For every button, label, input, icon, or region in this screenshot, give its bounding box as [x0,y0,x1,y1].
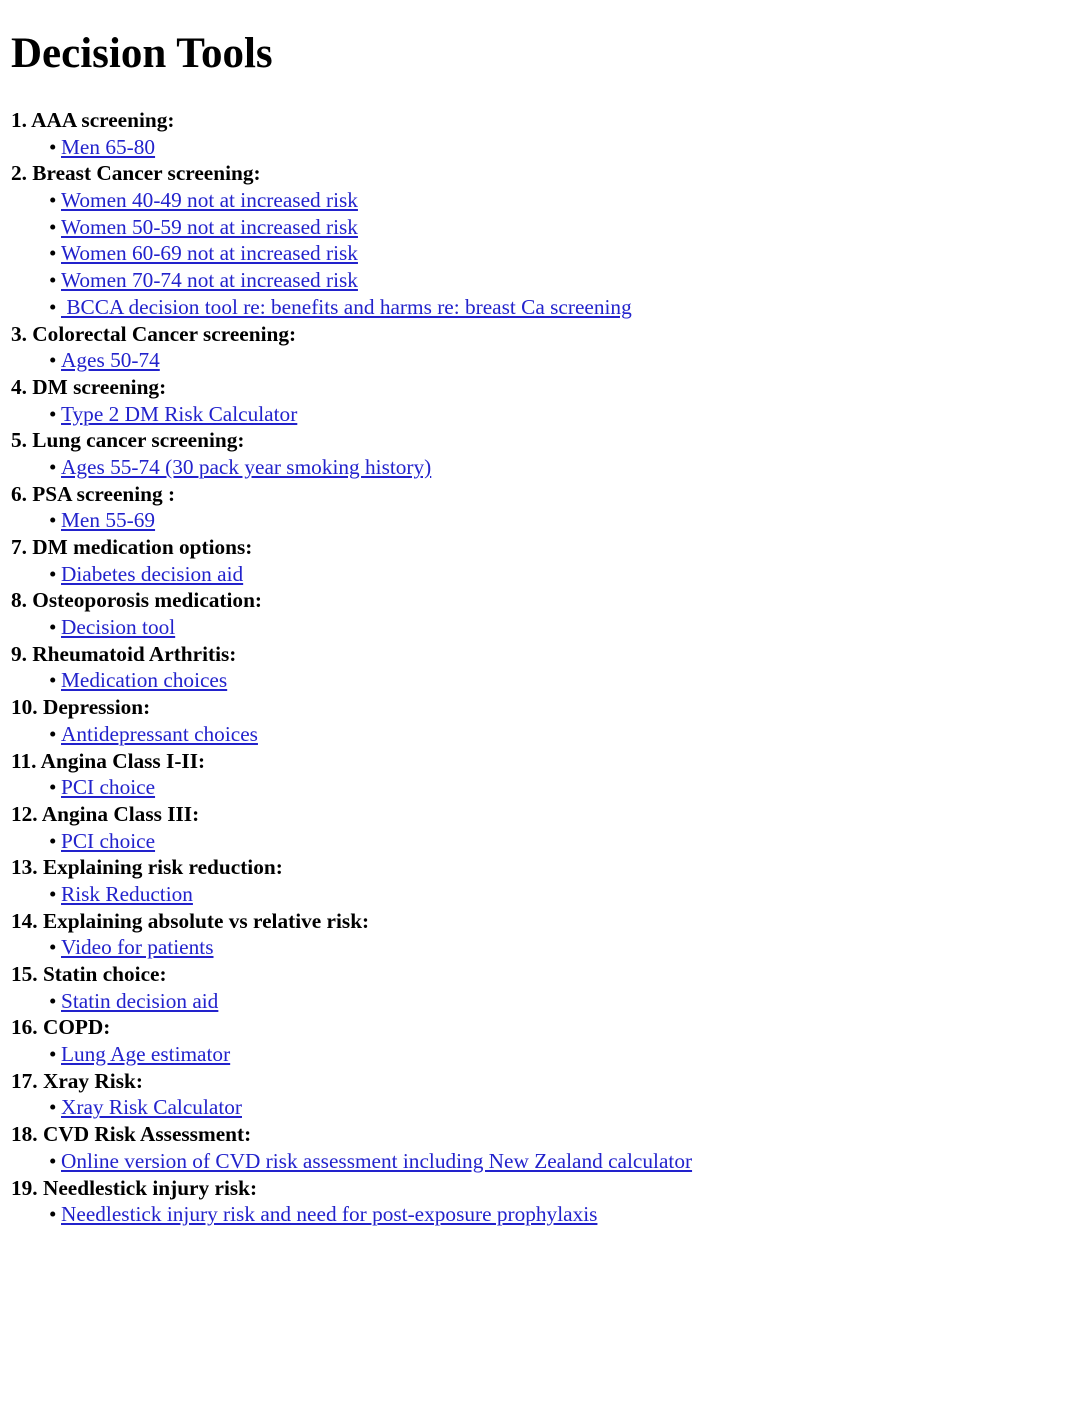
bullet-icon: • [49,401,57,426]
bullet-icon: • [49,561,57,586]
list-item [11,267,692,294]
decision-tool-link[interactable]: Ages 55-74 (30 pack year smoking history) [61,454,432,479]
decision-tool-link[interactable]: Men 65-80 [61,134,156,159]
decision-tool-link[interactable]: Online version of CVD risk assessment including New Zealand calculator [61,1148,693,1173]
decision-tool-link[interactable]: Antidepressant choices [61,721,258,746]
section-heading: 4. DM screening: [11,374,167,399]
list-item [11,454,692,481]
list-item [11,1094,692,1121]
bullet-icon: • [49,348,57,373]
section-heading: 5. Lung cancer screening: [11,428,245,453]
list-item [11,934,692,961]
list-item [11,667,692,694]
decision-tool-link[interactable]: Decision tool [61,615,176,640]
list-item [11,240,692,267]
list-item [11,347,692,374]
decision-tool-link[interactable]: Medication choices [61,668,228,693]
bullet-icon: • [49,508,57,533]
section-heading: 14. Explaining absolute vs relative risk: [11,908,370,933]
decision-tool-link[interactable]: Video for patients [61,935,214,960]
list-item [11,561,692,588]
bullet-icon: • [49,134,57,159]
section-heading: 15. Statin choice: [11,962,167,986]
decision-tool-link[interactable]: Ages 50-74 [61,348,160,373]
section-heading: 2. Breast Cancer screening: [11,161,261,186]
list-item [11,828,692,855]
bullet-icon: • [49,1148,57,1173]
decision-tool-link[interactable]: Diabetes decision aid [61,561,244,586]
section-heading: 1. AAA screening: [11,108,175,132]
bullet-icon: • [49,828,57,853]
bullet-icon: • [49,294,57,319]
list-item [11,988,692,1015]
section-heading: 19. Needlestick injury risk: [11,1175,258,1200]
section-heading: 12. Angina Class III: [11,801,200,826]
decision-tool-link[interactable]: Women 50-59 not at increased risk [61,214,358,239]
bullet-icon: • [49,188,57,213]
bullet-icon: • [49,988,57,1013]
decision-tool-link[interactable]: Lung Age estimator [61,1042,231,1067]
list-item [11,134,692,161]
bullet-icon: • [49,268,57,293]
decision-tool-link[interactable]: BCCA decision tool re: benefits and harms re: breast Ca screening [61,294,632,319]
list-item [11,614,692,641]
list-item [11,294,692,321]
section-heading: 18. CVD Risk Assessment: [11,1122,252,1147]
list-item [11,1041,692,1068]
decision-tool-link[interactable]: Statin decision aid [61,988,219,1013]
section-heading: 16. COPD: [11,1015,111,1040]
bullet-icon: • [49,454,57,479]
section-heading: 13. Explaining risk reduction: [11,855,283,880]
section-heading: 10. Depression: [11,695,151,720]
decision-tool-link[interactable]: PCI choice [61,775,156,800]
list-item [11,187,692,214]
decision-tool-link[interactable]: Women 60-69 not at increased risk [61,241,358,266]
decision-tool-link[interactable]: PCI choice [61,828,156,853]
decision-tool-link[interactable]: Type 2 DM Risk Calculator [61,401,298,426]
decision-tools-list [11,107,692,1228]
bullet-icon: • [49,214,57,239]
section-heading: 17. Xray Risk: [11,1068,143,1093]
decision-tool-link[interactable]: Xray Risk Calculator [61,1095,242,1120]
bullet-icon: • [49,1202,57,1227]
decision-tool-link[interactable]: Men 55-69 [61,508,156,533]
bullet-icon: • [49,241,57,266]
section-heading: 6. PSA screening : [11,481,176,506]
list-item [11,881,692,908]
decision-tool-link[interactable]: Risk Reduction [61,881,193,906]
bullet-icon: • [49,881,57,906]
bullet-icon: • [49,1042,57,1067]
bullet-icon: • [49,775,57,800]
list-item [11,401,692,428]
list-item [11,1201,692,1228]
list-item [11,774,692,801]
section-heading: 8. Osteoporosis medication: [11,588,263,613]
list-item [11,507,692,534]
page-title: Decision Tools [11,30,273,77]
bullet-icon: • [49,615,57,640]
decision-tool-link[interactable]: Needlestick injury risk and need for post-exposure prophylaxis [61,1202,598,1227]
section-heading: 7. DM medication options: [11,535,253,559]
section-heading: 9. Rheumatoid Arthritis: [11,641,237,666]
section-heading: 3. Colorectal Cancer screening: [11,321,297,346]
list-item [11,721,692,748]
bullet-icon: • [49,721,57,746]
bullet-icon: • [49,935,57,960]
bullet-icon: • [49,1095,57,1120]
decision-tool-link[interactable]: Women 40-49 not at increased risk [61,188,358,213]
list-item [11,214,692,241]
bullet-icon: • [49,668,57,693]
section-heading: 11. Angina Class I-II: [11,748,206,773]
decision-tool-link[interactable]: Women 70-74 not at increased risk [61,268,358,293]
list-item [11,1148,692,1175]
